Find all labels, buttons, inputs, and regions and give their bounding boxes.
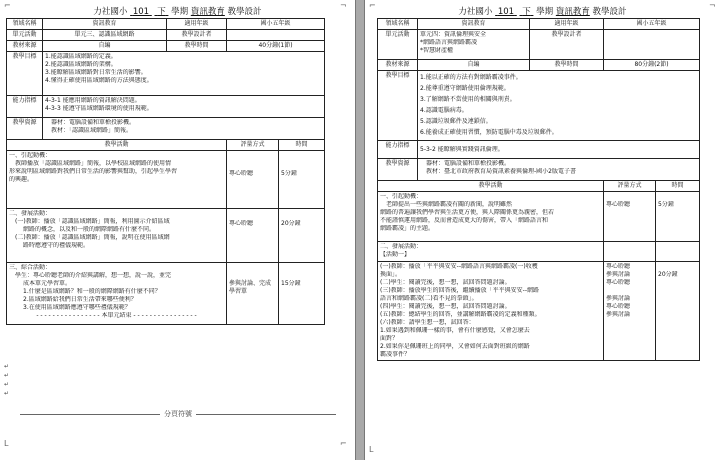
designer-value (604, 30, 700, 60)
activity-development (378, 262, 604, 361)
page-break-label: 分頁符號 (160, 410, 196, 418)
time-cell (656, 192, 700, 242)
activity-col-header: 教學活動 (378, 181, 604, 192)
activity-line: 網路的概念，以及和一般的網際網路有什麼不同。 (23, 226, 156, 233)
source-value: 自編 (43, 41, 167, 52)
time-label: 教學時間 (167, 41, 227, 52)
time-text: 15分鐘 (281, 280, 301, 287)
activity-line: 換面」。 (380, 271, 402, 278)
activity-line: 教師播放「認識區域網路」簡報，以學校區域網路的使用情 (15, 160, 172, 167)
eval-cell (227, 151, 279, 209)
objectives-list (43, 52, 325, 96)
resource-item: 教材：臺北市政府教育局資訊素養與倫理-國小2版電子書 (426, 168, 576, 175)
title-tail: 教學設計 (592, 7, 627, 17)
resource-item: 器材：電腦設備和單槍投影機。 (426, 160, 511, 167)
activity-line: (三)教師：播放學生的回答後，繼續播放「平平與安安--網路 (380, 287, 540, 294)
corner-mark-icon: L (4, 439, 9, 448)
time-cell (656, 242, 700, 262)
eval-spacer (606, 287, 653, 295)
activity-line: 網路霸凌」的主題。 (380, 225, 435, 232)
indicator-item: 4-3-1 能應用網路的資訊解決問題。 (45, 97, 141, 104)
time-spacer (658, 263, 697, 271)
activity-line: 老師提出一些與網路霸凌有關的新聞，說明雖然 (386, 201, 513, 208)
activity-line: (六)教師：請學生想一想，試回答： (380, 319, 475, 326)
unit-value: 單元三、認識區域網路 (43, 30, 167, 41)
unit-label: 單元活動 (378, 30, 418, 60)
eval-cell (227, 263, 279, 325)
eval-text: 參與討論 (606, 271, 631, 278)
resources-label: 教學資源 (7, 118, 43, 140)
time-col-header: 時間 (279, 140, 325, 151)
unit-topic: *網路語言與網路霸凌 (420, 39, 478, 46)
activity-line: 路時應遵守的禮儀規範。 (23, 242, 90, 249)
designer-label: 教學設計者 (167, 30, 227, 41)
resource-item: 器材：電腦設備和單槍投影機。 (51, 119, 136, 126)
activity-line: (二)教師：播放「認識區域網路」簡報，說明在使用區域網 (15, 234, 170, 241)
indicators-label: 能力指標 (378, 141, 418, 159)
term: 下 (522, 7, 531, 17)
activity-motivation (7, 151, 227, 209)
eval-text: 參與討論 (606, 311, 631, 318)
grade-label: 適用年級 (530, 19, 604, 30)
activity-line: 1.什麼是區域網路？和一般的網際網路有什麼不同？ (23, 288, 161, 295)
time-cell (656, 262, 700, 361)
time-cell (279, 151, 325, 209)
activity-line: 形來說明區域網路對我們日常生活的影響與幫助，引起學生學習 (9, 168, 178, 175)
school-name: 力社國小 (458, 7, 493, 17)
eval-cell (604, 192, 656, 242)
field-label: 領域名稱 (378, 19, 418, 30)
objective-item: 2.能認識區域網路的架構。 (45, 61, 117, 68)
activity-line: 3.在使用區域網路應遵守哪些禮儀規範？ (23, 304, 131, 311)
time-value: 40分鐘(1節) (227, 41, 325, 52)
field-value: 資訊教育 (418, 19, 530, 30)
activity-line: 三、綜合活動： (9, 264, 52, 271)
eval-text: 參與討論 (606, 295, 631, 302)
objective-item: 1.能以正確的方法有對網路霸凌事件。 (420, 74, 522, 81)
resources-list (43, 118, 325, 140)
activity-line: 2.如果你是佩珊班上的同學，又會如何去面對班級的網路 (380, 343, 530, 350)
corner-mark-icon: ⌐ (369, 1, 376, 10)
activity-line: (五)教師：總結學生的回答，並講解網路霸凌的定義和種類。 (380, 311, 541, 318)
field-value: 資訊教育 (43, 19, 167, 30)
corner-mark-icon: ¬ (709, 1, 716, 10)
indicator-item: 4-3-3 能遵守區域網路環境的使用規範。 (45, 105, 153, 112)
activity-line: (四)學生：閱讀完後，想一想，試回答問題討論。 (380, 303, 511, 310)
time-text: 20分鐘 (658, 271, 678, 278)
time-cell (279, 263, 325, 325)
activity-line: (一)教師：播放「認識區域網路」簡報，利用圖示介紹區域 (15, 218, 170, 225)
document-page-left (0, 0, 356, 460)
activity-line: (一)教師：播放「平平與安安--網路語言與網路霸凌(一)收穫 (380, 263, 538, 270)
activity-line: 面對？ (380, 335, 399, 342)
activity-line: 霸凌事件？ (380, 351, 411, 358)
designer-label: 教學設計者 (530, 30, 604, 60)
page-title (365, 6, 720, 18)
eval-text: 專心聆聽 (606, 201, 631, 208)
source-label: 教材來源 (7, 41, 43, 52)
activity-line: 二、發展活動： (380, 243, 423, 250)
time-text: 20分鐘 (281, 220, 301, 227)
unit-label: 單元活動 (7, 30, 43, 41)
corner-mark-icon: ⌐ (340, 439, 347, 448)
title-tail: 教學設計 (227, 7, 262, 17)
activity-subheading: 【活動一】 (380, 251, 411, 258)
time-col-header: 時間 (656, 181, 700, 192)
eval-text: 專心聆聽 (229, 170, 254, 177)
unit-value (418, 30, 530, 60)
end-of-unit-text: 本單元結束 (101, 312, 132, 319)
activity-line: 1.如果遇到和佩珊一樣的事，會有什麼感覺，又會怎麼去 (380, 327, 530, 334)
activity-development (7, 209, 227, 263)
source-value: 自編 (418, 60, 530, 71)
activity-line: 不能謹慎運用網路，反而會造成更大的傷害，帶入「網路語言和 (380, 217, 549, 224)
activity-line: 二、發展活動： (9, 210, 52, 217)
activity-motivation (378, 192, 604, 242)
activity-line: 成本單元學習單。 (23, 280, 72, 287)
grade-label: 適用年級 (167, 19, 227, 30)
eval-col-header: 評量方式 (604, 181, 656, 192)
eval-cell (604, 262, 656, 361)
page-break-marker (20, 409, 336, 419)
lesson-plan-table (6, 18, 325, 325)
lesson-plan-table (377, 18, 700, 361)
grade-value: 國小五年級 (227, 19, 325, 30)
objectives-label: 教學目標 (7, 52, 43, 96)
eval-text: 專心聆聽 (606, 303, 631, 310)
time-cell (279, 209, 325, 263)
indicators-label: 能力指標 (7, 96, 43, 118)
activity-line: 2.區域網路給我們日常生活帶來哪些便利？ (23, 296, 137, 303)
eval-text: 專心聆聽 (229, 220, 254, 227)
activity-line: 一、引起動機： (9, 152, 52, 159)
activity-line: (二)學生：閱讀完後，想一想，試回答問題討論。 (380, 279, 511, 286)
corner-mark-icon: ⌐ (4, 1, 11, 10)
time-label: 教學時間 (530, 60, 604, 71)
resources-label: 教學資源 (378, 159, 418, 181)
document-page-right (364, 0, 720, 460)
eval-cell (604, 242, 656, 262)
objective-item: 1.能認識區域網路的定義。 (45, 53, 117, 60)
objective-item: 5.認識垃圾郵件及連鎖信。 (420, 118, 492, 125)
term: 下 (157, 7, 166, 17)
source-label: 教材來源 (378, 60, 418, 71)
activity-summary (7, 263, 227, 325)
subject-name: 資訊教育 (555, 7, 590, 17)
term-label: 學期 (536, 7, 554, 17)
eval-text: 專心聆聽 (606, 279, 631, 286)
indicators-list (43, 96, 325, 118)
eval-text: 參與討論、完成學習單 (229, 280, 272, 295)
activity-line: 一、引起動機： (380, 193, 423, 200)
objective-item: 4.懂得正確使用區域網路的方法與態度。 (45, 77, 153, 84)
unit-title: 單元四：資訊倫理與安全 (420, 31, 487, 38)
activity-col-header: 教學活動 (7, 140, 227, 151)
subject-name: 資訊教育 (190, 7, 225, 17)
school-year: 101 (132, 7, 150, 17)
objective-item: 4.認識電腦病毒。 (420, 107, 468, 114)
page-title (0, 6, 355, 18)
term-label: 學期 (171, 7, 189, 17)
activity-line: 網路的普遍讓我們學習與生活更方便，與人際關係更為親密，但若 (380, 209, 555, 216)
time-text: 5分鐘 (658, 201, 674, 208)
school-year: 101 (497, 7, 515, 17)
end-of-unit-line: - - - - - - - - - - - - - - - - 本單元結束 - - - - - - - - - - - - - - - - (36, 312, 197, 319)
paragraph-marks: ↵ ↵ ↵ ↵ (4, 363, 10, 397)
activity-line: 語言和網路霸凌(二)看不見的拳頭」。 (380, 295, 478, 302)
field-label: 領域名稱 (7, 19, 43, 30)
time-text: 5分鐘 (281, 170, 297, 177)
development-heading (378, 242, 604, 262)
time-value: 80分鐘(2節) (604, 60, 700, 71)
designer-value (227, 30, 325, 41)
objective-item: 3.能瞭解區域網路對日常生活的影響。 (45, 69, 147, 76)
objective-item: 3.了解網路不當使用的相關與刑責。 (420, 96, 516, 103)
indicators-list (418, 141, 700, 159)
objectives-list (418, 71, 700, 141)
eval-text: 專心聆聽 (606, 263, 631, 270)
resources-list (418, 159, 700, 181)
objective-item: 2.能尊重遵守網路使用倫理規範。 (420, 85, 510, 92)
indicator-item: 5-3-2 能瞭解與實踐資訊倫理。 (420, 145, 504, 153)
corner-mark-icon: ¬ (340, 1, 347, 10)
school-name: 力社國小 (93, 7, 128, 17)
activity-line: 學生：專心聆聽老師的介紹與講解，想一想，說一說，並完 (15, 272, 172, 279)
unit-topic: *智慧財產權 (420, 47, 454, 54)
resource-item: 教材：「認識區域網路」簡報。 (51, 127, 133, 134)
corner-mark-icon: L (369, 445, 374, 454)
objective-item: 6.能養成正確使用習慣，預防電腦中毒及垃圾郵件。 (420, 129, 558, 136)
eval-cell (227, 209, 279, 263)
activity-line: 的興趣。 (9, 176, 34, 183)
eval-col-header: 評量方式 (227, 140, 279, 151)
grade-value: 國小五年級 (604, 19, 700, 30)
objectives-label: 教學目標 (378, 71, 418, 141)
